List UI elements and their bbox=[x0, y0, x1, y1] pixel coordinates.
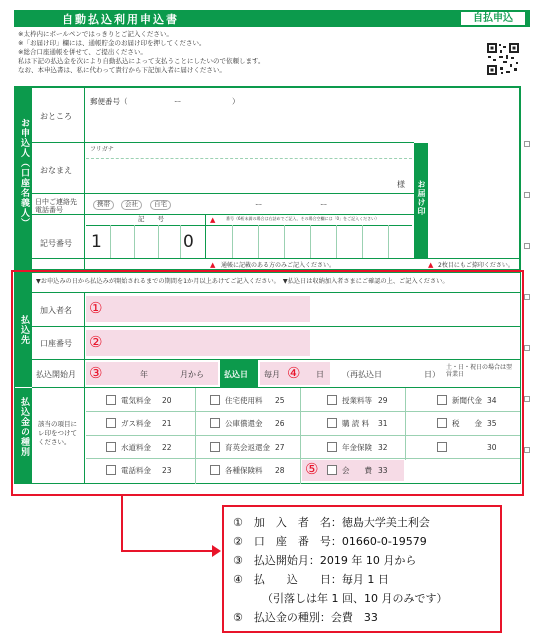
name-field[interactable] bbox=[86, 160, 394, 191]
name-label: おなまえ bbox=[40, 166, 72, 175]
day-label: 日 bbox=[316, 370, 324, 379]
note-line-1: ※太枠内にボールペンではっきりとご記入ください。 bbox=[18, 30, 173, 38]
phone-option-home[interactable]: 自宅 bbox=[150, 200, 171, 210]
postal-close: ） bbox=[232, 97, 240, 106]
legend-line-1: ① 加 入 者 名：徳島大学美土利会 bbox=[233, 516, 430, 529]
divider bbox=[32, 142, 414, 143]
divider bbox=[32, 258, 521, 259]
margin-tick bbox=[524, 396, 530, 402]
qr-code-icon bbox=[486, 42, 520, 76]
year-label: 年 bbox=[140, 370, 148, 379]
account-number-label: 記号番号 bbox=[40, 239, 72, 248]
legend-line-5: （引落しは年 1 回、10 月のみです） bbox=[262, 592, 448, 605]
type-label: 電気料金 bbox=[121, 396, 151, 405]
re-day-label: 日） bbox=[424, 370, 440, 379]
digit-divider bbox=[158, 225, 159, 258]
digit-divider bbox=[134, 225, 135, 258]
marker-4: ④ bbox=[287, 364, 301, 382]
legend-line-2: ② 口 座 番 号：01660-0-19579 bbox=[233, 535, 427, 548]
margin-tick bbox=[524, 447, 530, 453]
digit-divider bbox=[258, 225, 259, 258]
address-label: おところ bbox=[40, 112, 72, 121]
account-number-label-payee: 口座番号 bbox=[40, 339, 72, 348]
bangou-header: 番号（6桁未満の場合は右詰めでご記入、その場合空欄には「0」をご記入ください） bbox=[226, 216, 380, 221]
passbook-note: 通帳に記載のある方のみご記入ください。 bbox=[221, 262, 336, 269]
seal-stamp-area[interactable] bbox=[429, 143, 520, 258]
warning-icon: ▲ bbox=[210, 261, 216, 269]
monthly-label: 毎月 bbox=[264, 370, 280, 379]
sama-label: 様 bbox=[397, 180, 405, 189]
divider-dotted bbox=[86, 158, 412, 159]
type-label: 新聞代金 bbox=[452, 396, 482, 405]
postal-label: 郵便番号（ bbox=[90, 97, 128, 106]
legend-line-6: ⑤ 払込金の種別：会費 33 bbox=[233, 611, 378, 624]
arrow-icon bbox=[212, 545, 221, 557]
digit-divider bbox=[284, 225, 285, 258]
warning-icon: ▲ bbox=[210, 216, 216, 224]
margin-tick bbox=[524, 243, 530, 249]
holiday-note: 土・日・祝日の場合は翌営業日 bbox=[446, 364, 513, 379]
digit-divider bbox=[388, 225, 389, 258]
type-label: 会 費 bbox=[342, 466, 372, 475]
digit-divider bbox=[336, 225, 337, 258]
type-code: 27 bbox=[275, 443, 285, 452]
divider bbox=[84, 86, 85, 271]
phone-label: 日中ご連絡先電話番号 bbox=[35, 198, 77, 215]
legend-line-4: ④ 払 込 日：毎月 1 日 bbox=[233, 573, 389, 586]
type-code: 21 bbox=[162, 419, 172, 428]
seal-note: 2枚目にもご捺印ください。 bbox=[438, 262, 514, 269]
legend-line-3: ③ 払込開始月：2019 年 10 月から bbox=[233, 554, 417, 567]
margin-tick bbox=[524, 345, 530, 351]
payday-label: 払込日 bbox=[224, 370, 248, 379]
type-code: 33 bbox=[378, 466, 388, 475]
type-label: ガス料金 bbox=[121, 419, 151, 428]
digit-divider bbox=[205, 214, 206, 258]
digit-divider bbox=[362, 225, 363, 258]
divider bbox=[32, 214, 414, 215]
type-label: 各種保険料 bbox=[225, 466, 263, 475]
seal-label: お届け印 bbox=[417, 180, 426, 216]
types-section-label: 払込金の種別 bbox=[19, 397, 29, 457]
type-code: 32 bbox=[378, 443, 388, 452]
type-code: 22 bbox=[162, 443, 172, 452]
digit-divider bbox=[180, 225, 181, 258]
type-code: 20 bbox=[162, 396, 172, 405]
address-field[interactable] bbox=[86, 110, 412, 140]
re-payday-label: （再払込日 bbox=[342, 370, 382, 379]
connector-line bbox=[121, 496, 123, 552]
type-label: 購 読 料 bbox=[342, 419, 370, 428]
postal-dash: ー bbox=[174, 97, 182, 106]
phone-dash: ー bbox=[255, 200, 263, 209]
type-code: 34 bbox=[487, 396, 497, 405]
type-code: 31 bbox=[378, 419, 388, 428]
margin-tick bbox=[524, 141, 530, 147]
warning-icon: ▲ bbox=[428, 261, 434, 269]
type-code: 29 bbox=[378, 396, 388, 405]
type-label: 授業料等 bbox=[342, 396, 372, 405]
start-month-label: 払込開始月 bbox=[36, 370, 76, 379]
month-from-label: 月から bbox=[180, 370, 204, 379]
type-code: 35 bbox=[487, 419, 497, 428]
note-line-2: ※「お届け印」欄には、通帳貯金のお届け印を押してください。 bbox=[18, 39, 206, 47]
divider bbox=[32, 193, 414, 194]
subscriber-name-label: 加入者名 bbox=[40, 306, 72, 315]
marker-2: ② bbox=[89, 333, 103, 351]
margin-tick bbox=[524, 192, 530, 198]
note-line-5: なお、本申込書は、私に代わって貴行から下記加入者に届けください。 bbox=[18, 66, 226, 74]
digit-divider bbox=[310, 225, 311, 258]
phone-dash: ー bbox=[320, 200, 328, 209]
note-line-4: 私は下記の払込金を次により自動払込によって支払うことにしたいので依頼します。 bbox=[18, 57, 265, 65]
type-code: 25 bbox=[275, 396, 285, 405]
applicant-section-label: お申込人（口座名義人） bbox=[19, 118, 29, 228]
payee-section-label: 払込先 bbox=[19, 315, 29, 345]
connector-line bbox=[121, 550, 216, 552]
type-label: 住宅使用料 bbox=[225, 396, 263, 405]
highlight-frame bbox=[11, 270, 524, 496]
digit-divider bbox=[232, 225, 233, 258]
type-label: 電話料金 bbox=[121, 466, 151, 475]
marker-3: ③ bbox=[89, 364, 103, 382]
type-label: 公庫償還金 bbox=[225, 419, 263, 428]
account-digit-last[interactable]: 0 bbox=[183, 232, 194, 252]
type-code: 26 bbox=[275, 419, 285, 428]
form-badge: 自払申込 bbox=[460, 11, 526, 26]
types-instruction: 該当の項目にレ印をつけてください。 bbox=[38, 420, 77, 447]
type-label: 税 金 bbox=[452, 419, 482, 428]
form-title: 自動払込利用申込書 bbox=[62, 13, 179, 26]
marker-5: ⑤ bbox=[305, 460, 319, 478]
marker-1: ① bbox=[89, 299, 103, 317]
phone-option-mobile[interactable]: 携帯 bbox=[93, 200, 114, 210]
payee-header-note: ▼お申込みの日から払込みが開始されるまでの期間を1か月以上あけてご記入ください。 ▼払込日は収納加入者さまにご確認の上、ご記入ください。 bbox=[36, 278, 449, 285]
furigana-label: フリガナ bbox=[90, 146, 114, 153]
type-label: 育英会返還金 bbox=[225, 443, 270, 452]
type-label: 年金保険 bbox=[342, 443, 372, 452]
note-line-3: ※総合口座通帳を併せて、ご提出ください。 bbox=[18, 48, 147, 56]
phone-option-work[interactable]: 会社 bbox=[121, 200, 142, 210]
account-digit-first[interactable]: 1 bbox=[91, 232, 102, 252]
type-code: 28 bbox=[275, 466, 285, 475]
margin-tick bbox=[524, 294, 530, 300]
kigou-header: 記 号 bbox=[138, 215, 164, 223]
type-code: 23 bbox=[162, 466, 172, 475]
type-code: 30 bbox=[487, 443, 497, 452]
type-label: 水道料金 bbox=[121, 443, 151, 452]
digit-divider bbox=[110, 225, 111, 258]
